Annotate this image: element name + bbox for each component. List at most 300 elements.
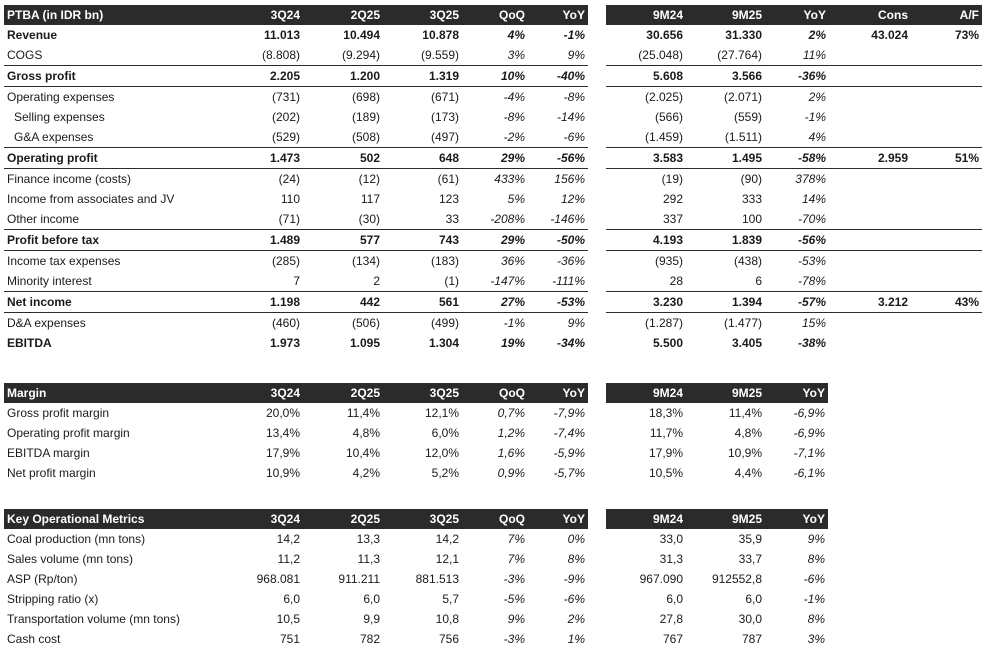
table-cell: -3% bbox=[503, 572, 525, 586]
table-cell: -78% bbox=[797, 274, 826, 288]
table-row bbox=[4, 463, 828, 483]
table-cell: 10.494 bbox=[343, 28, 380, 42]
table-cell: -1% bbox=[563, 28, 585, 42]
spacer bbox=[588, 127, 606, 148]
table-row bbox=[4, 443, 828, 463]
table-cell: 378% bbox=[795, 172, 826, 186]
table-cell: 4% bbox=[808, 130, 826, 144]
table-cell bbox=[829, 230, 911, 251]
table-cell: 17,9% bbox=[265, 446, 300, 460]
table-cell: -3% bbox=[503, 632, 525, 646]
table-cell bbox=[829, 333, 911, 353]
col-header-9m-yoy: YoY bbox=[765, 509, 828, 529]
col-header-qoq: QoQ bbox=[462, 5, 528, 25]
table-row bbox=[4, 87, 982, 108]
spacer bbox=[588, 107, 606, 127]
spacer bbox=[588, 230, 606, 251]
table-cell: 1.973 bbox=[269, 336, 300, 350]
table-cell bbox=[911, 271, 982, 292]
table-cell: 31.330 bbox=[725, 28, 762, 42]
table-cell: (1.477) bbox=[723, 316, 762, 330]
table-cell: -7,9% bbox=[553, 406, 585, 420]
col-header-9m25: 9M25 bbox=[686, 509, 765, 529]
table-cell: -14% bbox=[556, 110, 585, 124]
row-label: Other income bbox=[7, 212, 80, 226]
table-cell: 337 bbox=[662, 212, 683, 226]
table-cell bbox=[829, 66, 911, 87]
table-cell: 110 bbox=[280, 192, 300, 206]
table-cell: 3.583 bbox=[606, 148, 686, 169]
table-cell: 9% bbox=[567, 316, 585, 330]
table-cell: 5,7 bbox=[442, 592, 459, 606]
table-cell: 3.212 bbox=[829, 292, 911, 313]
table-row bbox=[4, 333, 982, 353]
table-cell: 0% bbox=[567, 532, 585, 546]
table-cell: (173) bbox=[430, 110, 459, 124]
table-cell: 6,0 bbox=[363, 592, 380, 606]
col-header-yoy: YoY bbox=[528, 383, 588, 403]
table-row bbox=[4, 569, 828, 589]
table-cell: 6 bbox=[755, 274, 762, 288]
table-cell: 7% bbox=[507, 532, 525, 546]
table-cell: -1% bbox=[503, 316, 525, 330]
col-header-3q24: 3Q24 bbox=[216, 509, 303, 529]
row-label: G&A expenses bbox=[14, 130, 94, 144]
table-cell: 28 bbox=[669, 274, 683, 288]
table-cell bbox=[911, 66, 982, 87]
table-cell: (731) bbox=[271, 90, 300, 104]
table-cell: -6% bbox=[803, 572, 825, 586]
spacer bbox=[588, 251, 606, 272]
col-header-9m24: 9M24 bbox=[606, 5, 686, 25]
col-header-yoy: YoY bbox=[528, 5, 588, 25]
row-label: Income tax expenses bbox=[7, 254, 121, 268]
table-cell: 2 bbox=[373, 274, 380, 288]
table-cell: 11.013 bbox=[263, 28, 300, 42]
table-cell: 51% bbox=[911, 148, 982, 169]
table-cell: 1% bbox=[567, 632, 585, 646]
table-cell: 123 bbox=[438, 192, 459, 206]
table-cell: -6% bbox=[563, 130, 585, 144]
table-cell: 6,0% bbox=[431, 426, 459, 440]
row-label: EBITDA margin bbox=[7, 446, 90, 460]
table-cell: 1.473 bbox=[216, 148, 303, 169]
ops-body bbox=[4, 529, 828, 649]
table-cell: 43.024 bbox=[871, 28, 908, 42]
table-cell: (1.459) bbox=[644, 130, 683, 144]
margin-table bbox=[4, 383, 828, 483]
table-cell: -38% bbox=[797, 336, 826, 350]
table-cell: (19) bbox=[661, 172, 683, 186]
table-cell: 10,9% bbox=[727, 446, 762, 460]
table-cell: 2.205 bbox=[216, 66, 303, 87]
table-cell: (935) bbox=[654, 254, 683, 268]
table-row bbox=[4, 271, 982, 292]
table-cell: -50% bbox=[528, 230, 588, 251]
col-header-3q25: 3Q25 bbox=[383, 5, 462, 25]
table-cell bbox=[829, 169, 911, 190]
row-label: Profit before tax bbox=[4, 230, 216, 251]
table-cell: 5% bbox=[507, 192, 525, 206]
table-cell: (183) bbox=[430, 254, 459, 268]
spacer bbox=[588, 169, 606, 190]
row-label: Operating profit margin bbox=[7, 426, 130, 440]
table-cell: 3% bbox=[507, 48, 525, 62]
spacer bbox=[588, 589, 606, 609]
spacer bbox=[588, 423, 606, 443]
table-cell: -5,9% bbox=[553, 446, 585, 460]
table-cell: -1% bbox=[803, 592, 825, 606]
table-cell: 4.193 bbox=[606, 230, 686, 251]
table-cell: (134) bbox=[351, 254, 380, 268]
table-row bbox=[4, 169, 982, 190]
table-cell: (1.287) bbox=[644, 316, 683, 330]
table-cell: (8.808) bbox=[261, 48, 300, 62]
table-cell: 787 bbox=[741, 632, 762, 646]
row-label: Gross profit bbox=[4, 66, 216, 87]
table-cell: -36% bbox=[765, 66, 829, 87]
margin-header-row bbox=[4, 383, 828, 403]
spacer bbox=[588, 333, 606, 353]
table-cell: 751 bbox=[279, 632, 300, 646]
ops-table-title: Key Operational Metrics bbox=[4, 509, 216, 529]
table-cell: -57% bbox=[765, 292, 829, 313]
col-header-9m24: 9M24 bbox=[606, 509, 686, 529]
spacer bbox=[588, 271, 606, 292]
table-cell: (12) bbox=[358, 172, 380, 186]
row-label: Gross profit margin bbox=[7, 406, 110, 420]
col-header-3q25: 3Q25 bbox=[383, 509, 462, 529]
operational-metrics-table bbox=[4, 509, 828, 649]
table-cell: 577 bbox=[303, 230, 383, 251]
table-row bbox=[4, 189, 982, 209]
table-cell: -7,1% bbox=[793, 446, 825, 460]
table-cell bbox=[829, 209, 911, 230]
table-cell: 36% bbox=[500, 254, 525, 268]
row-label: Finance income (costs) bbox=[7, 172, 132, 186]
table-cell: 10,8 bbox=[435, 612, 459, 626]
table-cell: 1.839 bbox=[686, 230, 765, 251]
table-cell: 912552,8 bbox=[711, 572, 762, 586]
table-cell: 33,7 bbox=[738, 552, 762, 566]
table-cell: -53% bbox=[528, 292, 588, 313]
table-row bbox=[4, 127, 982, 148]
table-cell: (90) bbox=[740, 172, 762, 186]
table-cell: 11,4% bbox=[728, 406, 762, 420]
table-cell: 8% bbox=[807, 612, 825, 626]
col-header-cons: Cons bbox=[829, 5, 911, 25]
table-cell: -36% bbox=[556, 254, 585, 268]
table-cell: 20,0% bbox=[265, 406, 300, 420]
spacer bbox=[588, 403, 606, 423]
row-label: EBITDA bbox=[7, 336, 52, 350]
table-cell bbox=[911, 189, 982, 209]
spacer bbox=[588, 609, 606, 629]
row-label: Operating profit bbox=[4, 148, 216, 169]
table-cell: 13,3 bbox=[356, 532, 380, 546]
table-cell: 9% bbox=[567, 48, 585, 62]
table-cell bbox=[829, 271, 911, 292]
table-cell: -4% bbox=[503, 90, 525, 104]
table-cell: 29% bbox=[462, 148, 528, 169]
col-header-9m25: 9M25 bbox=[686, 383, 765, 403]
table-cell bbox=[911, 107, 982, 127]
table-cell: 14,2 bbox=[276, 532, 300, 546]
table-cell: (9.294) bbox=[341, 48, 380, 62]
table-cell: -8% bbox=[503, 110, 525, 124]
col-header-3q24: 3Q24 bbox=[216, 5, 303, 25]
table-cell: -6,9% bbox=[793, 426, 825, 440]
row-label: Transportation volume (mn tons) bbox=[7, 612, 180, 626]
spacer bbox=[588, 66, 606, 87]
spacer bbox=[588, 25, 606, 45]
spacer bbox=[588, 209, 606, 230]
table-cell: -2% bbox=[503, 130, 525, 144]
table-row bbox=[4, 549, 828, 569]
spacer bbox=[588, 509, 606, 529]
row-label: Coal production (mn tons) bbox=[7, 532, 146, 546]
table-cell: 33,0 bbox=[659, 532, 683, 546]
table-cell: 27,8 bbox=[659, 612, 683, 626]
col-header-9m25: 9M25 bbox=[686, 5, 765, 25]
table-cell bbox=[829, 87, 911, 108]
col-header-qoq: QoQ bbox=[462, 383, 528, 403]
table-cell bbox=[911, 127, 982, 148]
col-header-2q25: 2Q25 bbox=[303, 5, 383, 25]
table-cell: 4,8% bbox=[352, 426, 380, 440]
table-cell: 1.095 bbox=[349, 336, 380, 350]
table-cell: 10,5 bbox=[276, 612, 300, 626]
row-label: Revenue bbox=[7, 28, 58, 42]
table-row bbox=[4, 148, 982, 169]
table-cell: 11,3 bbox=[357, 552, 380, 566]
table-cell: 30,0 bbox=[738, 612, 762, 626]
table-cell: 1.394 bbox=[686, 292, 765, 313]
table-cell: (1.511) bbox=[724, 130, 762, 144]
table-cell: 12,1% bbox=[424, 406, 459, 420]
table-cell: 8% bbox=[567, 552, 585, 566]
table-cell: (285) bbox=[271, 254, 300, 268]
table-cell: 4% bbox=[507, 28, 525, 42]
table-cell: 5.608 bbox=[606, 66, 686, 87]
col-header-3q24: 3Q24 bbox=[216, 383, 303, 403]
table-cell: 100 bbox=[741, 212, 762, 226]
table-cell bbox=[829, 313, 911, 334]
row-label: Income from associates and JV bbox=[7, 192, 175, 206]
table-cell: 1.198 bbox=[216, 292, 303, 313]
table-cell: (497) bbox=[430, 130, 459, 144]
table-cell bbox=[911, 209, 982, 230]
table-cell: (61) bbox=[437, 172, 459, 186]
row-label: Stripping ratio (x) bbox=[7, 592, 99, 606]
table-cell: 502 bbox=[303, 148, 383, 169]
table-cell: 6,0 bbox=[283, 592, 300, 606]
table-cell: -208% bbox=[490, 212, 525, 226]
table-row bbox=[4, 230, 982, 251]
income-statement-table bbox=[4, 5, 982, 353]
table-cell: -7,4% bbox=[553, 426, 585, 440]
table-cell: 6,0 bbox=[745, 592, 762, 606]
table-cell: 1,2% bbox=[497, 426, 525, 440]
col-header-2q25: 2Q25 bbox=[303, 509, 383, 529]
table-cell: 767 bbox=[662, 632, 683, 646]
table-cell: (671) bbox=[430, 90, 459, 104]
table-cell: (559) bbox=[733, 110, 762, 124]
table-cell: (499) bbox=[430, 316, 459, 330]
spacer bbox=[588, 629, 606, 649]
table-cell: -58% bbox=[765, 148, 829, 169]
table-cell: 9% bbox=[807, 532, 825, 546]
table-cell: 7 bbox=[293, 274, 300, 288]
table-row bbox=[4, 629, 828, 649]
spacer bbox=[588, 463, 606, 483]
table-cell: 968.081 bbox=[256, 572, 300, 586]
table-cell: 12,1 bbox=[435, 552, 459, 566]
table-cell: 3.566 bbox=[686, 66, 765, 87]
table-cell: 3% bbox=[807, 632, 825, 646]
table-cell: 5,2% bbox=[431, 466, 459, 480]
table-row bbox=[4, 403, 828, 423]
table-cell: 1.489 bbox=[216, 230, 303, 251]
ops-header-row bbox=[4, 509, 828, 529]
table-cell: 18,3% bbox=[648, 406, 683, 420]
table-cell: -146% bbox=[550, 212, 585, 226]
col-header-9m-yoy: YoY bbox=[765, 5, 829, 25]
income-body bbox=[4, 25, 982, 353]
table-cell: 911.211 bbox=[338, 572, 380, 586]
table-cell: 14,2 bbox=[435, 532, 459, 546]
table-cell: 30.656 bbox=[646, 28, 683, 42]
row-label: COGS bbox=[7, 48, 43, 62]
table-cell: 433% bbox=[494, 172, 525, 186]
income-table-title: PTBA (in IDR bn) bbox=[4, 5, 216, 25]
table-cell: 11,4% bbox=[346, 406, 380, 420]
table-row bbox=[4, 423, 828, 443]
margin-table-title: Margin bbox=[4, 383, 216, 403]
spacer bbox=[588, 529, 606, 549]
table-cell: 1.304 bbox=[428, 336, 459, 350]
table-row bbox=[4, 66, 982, 87]
row-label: D&A expenses bbox=[7, 316, 86, 330]
table-cell: 1.319 bbox=[383, 66, 462, 87]
table-cell: 9,9 bbox=[363, 612, 380, 626]
table-cell: 3.230 bbox=[606, 292, 686, 313]
table-cell: 156% bbox=[554, 172, 585, 186]
col-header-af: A/F bbox=[911, 5, 982, 25]
table-cell: 5.500 bbox=[652, 336, 683, 350]
table-cell: 967.090 bbox=[639, 572, 683, 586]
table-cell: (30) bbox=[358, 212, 380, 226]
table-cell: 442 bbox=[303, 292, 383, 313]
table-cell: -9% bbox=[563, 572, 585, 586]
table-cell: -1% bbox=[804, 110, 826, 124]
table-cell: (438) bbox=[733, 254, 762, 268]
table-cell: (566) bbox=[654, 110, 683, 124]
spacer bbox=[588, 313, 606, 334]
table-cell: 4,4% bbox=[734, 466, 762, 480]
spacer bbox=[588, 189, 606, 209]
col-header-9m24: 9M24 bbox=[606, 383, 686, 403]
col-header-yoy: YoY bbox=[528, 509, 588, 529]
row-label: Selling expenses bbox=[14, 110, 105, 124]
table-cell: 10,4% bbox=[345, 446, 380, 460]
col-header-9m-yoy: YoY bbox=[765, 383, 828, 403]
spacer bbox=[588, 5, 606, 25]
table-cell: -111% bbox=[552, 274, 585, 288]
table-cell bbox=[829, 189, 911, 209]
table-cell: 9% bbox=[507, 612, 525, 626]
table-cell: 11,7% bbox=[649, 426, 683, 440]
table-cell: 33 bbox=[445, 212, 459, 226]
table-cell: 648 bbox=[383, 148, 462, 169]
income-header-row bbox=[4, 5, 982, 25]
table-cell: 2% bbox=[567, 612, 585, 626]
table-cell bbox=[911, 45, 982, 66]
table-cell: (508) bbox=[351, 130, 380, 144]
table-cell: -56% bbox=[765, 230, 829, 251]
table-cell: 31,3 bbox=[659, 552, 683, 566]
table-cell: (698) bbox=[351, 90, 380, 104]
table-cell: 1.495 bbox=[686, 148, 765, 169]
table-cell: 782 bbox=[359, 632, 380, 646]
table-cell: (9.559) bbox=[420, 48, 459, 62]
table-cell: (460) bbox=[271, 316, 300, 330]
table-cell: (506) bbox=[351, 316, 380, 330]
table-cell bbox=[911, 230, 982, 251]
table-cell: (189) bbox=[351, 110, 380, 124]
table-cell: 73% bbox=[954, 28, 979, 42]
table-cell: 15% bbox=[801, 316, 826, 330]
table-cell: 12% bbox=[560, 192, 585, 206]
table-cell: 333 bbox=[741, 192, 762, 206]
spacer bbox=[588, 443, 606, 463]
table-cell: 1.200 bbox=[303, 66, 383, 87]
row-label: Operating expenses bbox=[7, 90, 115, 104]
table-cell: 27% bbox=[462, 292, 528, 313]
table-cell: 1,6% bbox=[497, 446, 525, 460]
table-cell: 292 bbox=[662, 192, 683, 206]
table-cell: 6,0 bbox=[666, 592, 683, 606]
table-cell: (2.025) bbox=[644, 90, 683, 104]
table-cell: 11% bbox=[802, 48, 826, 62]
table-cell: (2.071) bbox=[723, 90, 762, 104]
row-label: Net profit margin bbox=[7, 466, 96, 480]
table-cell: 10,5% bbox=[648, 466, 683, 480]
table-cell: 3.405 bbox=[731, 336, 762, 350]
table-cell bbox=[911, 87, 982, 108]
table-cell: -5% bbox=[503, 592, 525, 606]
table-row bbox=[4, 292, 982, 313]
table-row bbox=[4, 529, 828, 549]
col-header-3q25: 3Q25 bbox=[383, 383, 462, 403]
table-cell: 10% bbox=[462, 66, 528, 87]
table-cell: (25.048) bbox=[638, 48, 683, 62]
table-cell bbox=[829, 127, 911, 148]
col-header-2q25: 2Q25 bbox=[303, 383, 383, 403]
table-row bbox=[4, 107, 982, 127]
table-cell: 11,2 bbox=[277, 552, 300, 566]
table-cell bbox=[911, 313, 982, 334]
table-row bbox=[4, 313, 982, 334]
spacer bbox=[588, 148, 606, 169]
table-row bbox=[4, 609, 828, 629]
table-cell bbox=[829, 45, 911, 66]
table-cell bbox=[911, 333, 982, 353]
table-row bbox=[4, 589, 828, 609]
table-cell: 2.959 bbox=[829, 148, 911, 169]
table-cell: 35,9 bbox=[738, 532, 762, 546]
table-cell bbox=[829, 107, 911, 127]
